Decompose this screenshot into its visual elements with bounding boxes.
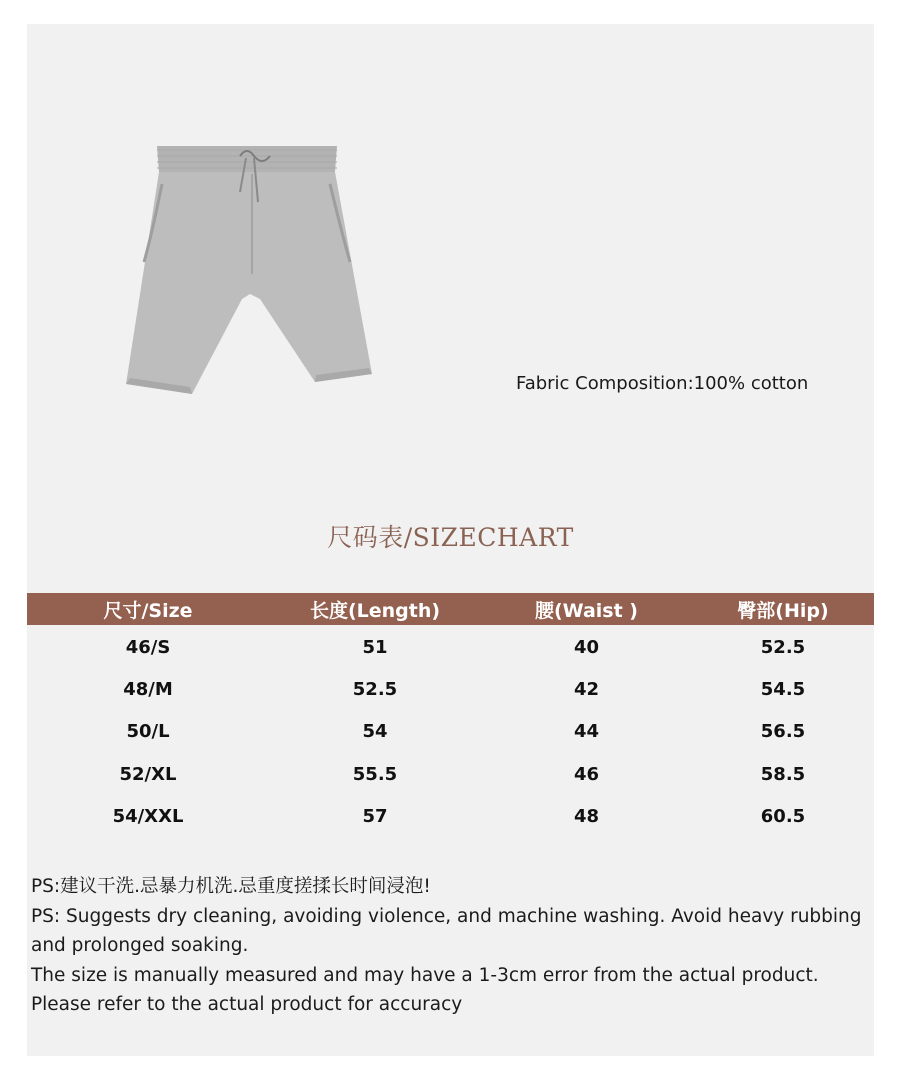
cell-size: 48/M <box>123 678 173 700</box>
cell-length: 52.5 <box>352 678 398 700</box>
cell-size: 50/L <box>126 721 170 743</box>
table-row <box>27 795 874 837</box>
header-length: 长度(Length) <box>309 599 441 622</box>
cell-hip: 52.5 <box>760 636 806 658</box>
cell-hip: 58.5 <box>760 763 806 785</box>
cell-hip: 60.5 <box>760 805 806 827</box>
fabric-composition: Fabric Composition:100% cotton <box>516 373 809 394</box>
table-row <box>27 626 874 668</box>
measurement-note: The size is manually measured and may have a 1-3cm error from the actual product. Please refer to the actual product for accuracy <box>31 964 819 1016</box>
cell-waist: 44 <box>573 721 600 743</box>
table-row <box>27 668 874 710</box>
table-row <box>27 711 874 753</box>
care-note-english: PS: Suggests dry cleaning, avoiding violence, and machine washing. Avoid heavy rubbing and prolonged soaking. <box>31 905 862 957</box>
size-chart-title: 尺码表/SIZECHART <box>327 523 574 552</box>
header-hip: 臀部(Hip) <box>737 599 829 622</box>
cell-length: 54 <box>362 721 388 743</box>
size-chart-panel <box>27 24 874 1056</box>
header-waist: 腰(Waist ) <box>535 599 638 622</box>
cell-hip: 54.5 <box>760 678 806 700</box>
table-header <box>27 593 874 625</box>
cell-size: 46/S <box>125 636 171 658</box>
gray-shorts-image <box>122 144 382 394</box>
table-row <box>27 753 874 795</box>
cell-size: 52/XL <box>119 763 177 785</box>
cell-size: 54/XXL <box>112 805 184 827</box>
cell-length: 55.5 <box>352 763 398 785</box>
cell-length: 57 <box>362 805 388 827</box>
header-size: 尺寸/Size <box>103 599 193 622</box>
cell-waist: 40 <box>573 636 600 658</box>
care-note-chinese: PS:建议干洗.忌暴力机洗.忌重度搓揉长时间浸泡! <box>31 876 431 897</box>
cell-waist: 42 <box>573 678 600 700</box>
cell-waist: 46 <box>573 763 600 785</box>
care-notes <box>31 872 867 1020</box>
cell-hip: 56.5 <box>760 721 806 743</box>
cell-waist: 48 <box>573 805 600 827</box>
table-body <box>27 626 874 837</box>
cell-length: 51 <box>362 636 388 658</box>
